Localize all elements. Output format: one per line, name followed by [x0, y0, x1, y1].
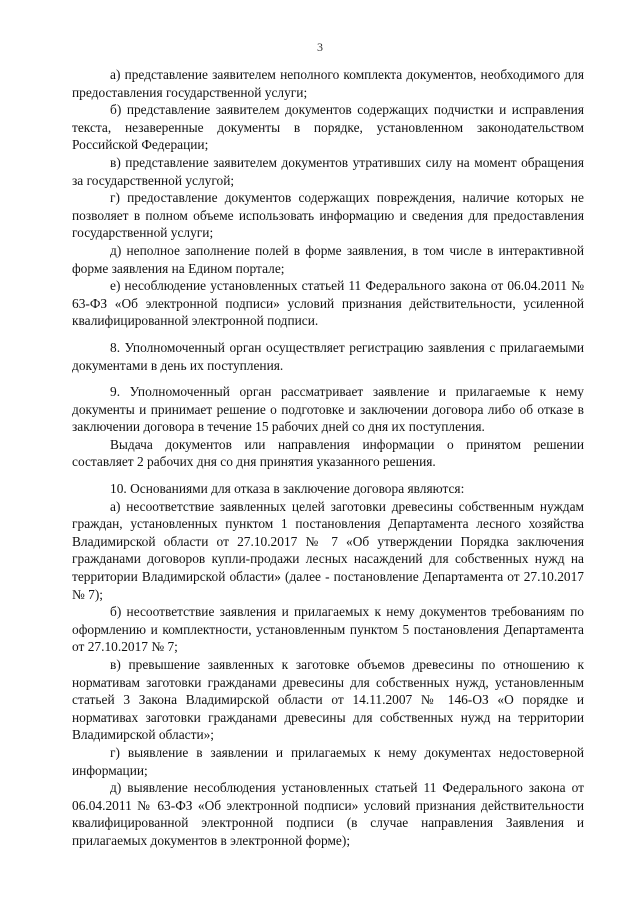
paragraph-clause-10: 10. Основаниями для отказа в заключение договора являются: — [110, 481, 465, 497]
paragraph-issuance-term: Выдача документов или направления информации о принятом решении составляет 2 рабочих дня со дня принятия указанного решения. — [72, 436, 584, 470]
paragraph-item-a: а) представление заявителем неполного комплекта документов, необходимого для предоставления государственной услуги; — [72, 67, 584, 100]
document-body — [72, 66, 584, 850]
paragraph-clause-9: 9. Уполномоченный орган рассматривает заявление и прилагаемые к нему документы и принимает решение о подготовке и заключении договора либо об отказе в заключении договора в течение 15 рабочих дней со дня их поступления. — [72, 384, 584, 435]
paragraph-item-v: в) представление заявителем документов утративших силу на момент обращения за государственной услугой; — [72, 154, 584, 188]
paragraph-refusal-b: б) несоответствие заявления и прилагаемых к нему документов требованиям по оформлению и комплектности, установленным пунктом 5 постановления Департамента от 27.10.2017 № 7; — [72, 604, 584, 655]
page-number: 3 — [317, 40, 323, 54]
paragraph-refusal-a: а) несоответствие заявленных целей заготовки древесины собственным нуждам граждан, установленных пунктом 1 постановления Департамента лесного хозяйства Владимирской области от 27.10.2017 № 7 «Об утверждении Порядка заключения гражданами договоров купли-продажи лесных насаждений для собственных нужд на территории Владимирской области» (далее - постановление Департамента от 27.10.2017 № 7); — [72, 498, 584, 602]
paragraph-item-e: е) несоблюдение установленных статьей 11 Федерального закона от 06.04.2011 № 63-ФЗ «Об электронной подписи» условий признания действительности, усиленной квалифицированной электронной подписи. — [72, 278, 584, 329]
paragraph-item-d: д) неполное заполнение полей в форме заявления, в том числе в интерактивной форме заявления на Едином портале; — [72, 242, 584, 276]
paragraph-clause-8: 8. Уполномоченный орган осуществляет регистрацию заявления с прилагаемыми документами в день их поступления. — [72, 339, 584, 373]
paragraph-refusal-v: в) превышение заявленных к заготовке объемов древесины по отношению к нормативам заготовки гражданами древесины для собственных нужд, установленным статьей 3 Закона Владимирской области от 14.11.2007 № 146-ОЗ «О порядке и нормативах заготовки гражданами древесины для собственных нужд на территории Владимирской области»; — [72, 657, 584, 743]
paragraph-item-g: г) предоставление документов содержащих повреждения, наличие которых не позволяет в полном объеме использовать информацию и сведения для предоставления государственной услуги; — [72, 190, 584, 241]
paragraph-refusal-g: г) выявление в заявлении и прилагаемых к нему документах недостоверной информации; — [72, 744, 584, 778]
paragraph-item-b: б) представление заявителем документов содержащих подчистки и исправления текста, незаверенные документы в порядке, установленном законодательством Российской Федерации; — [72, 102, 584, 153]
paragraph-refusal-d: д) выявление несоблюдения установленных статьей 11 Федерального закона от 06.04.2011 № 63-ФЗ «Об электронной подписи» условий признания действительности квалифицированной электронной подписи (в случае направления Заявления и прилагаемых документов в электронной форме); — [72, 780, 584, 848]
